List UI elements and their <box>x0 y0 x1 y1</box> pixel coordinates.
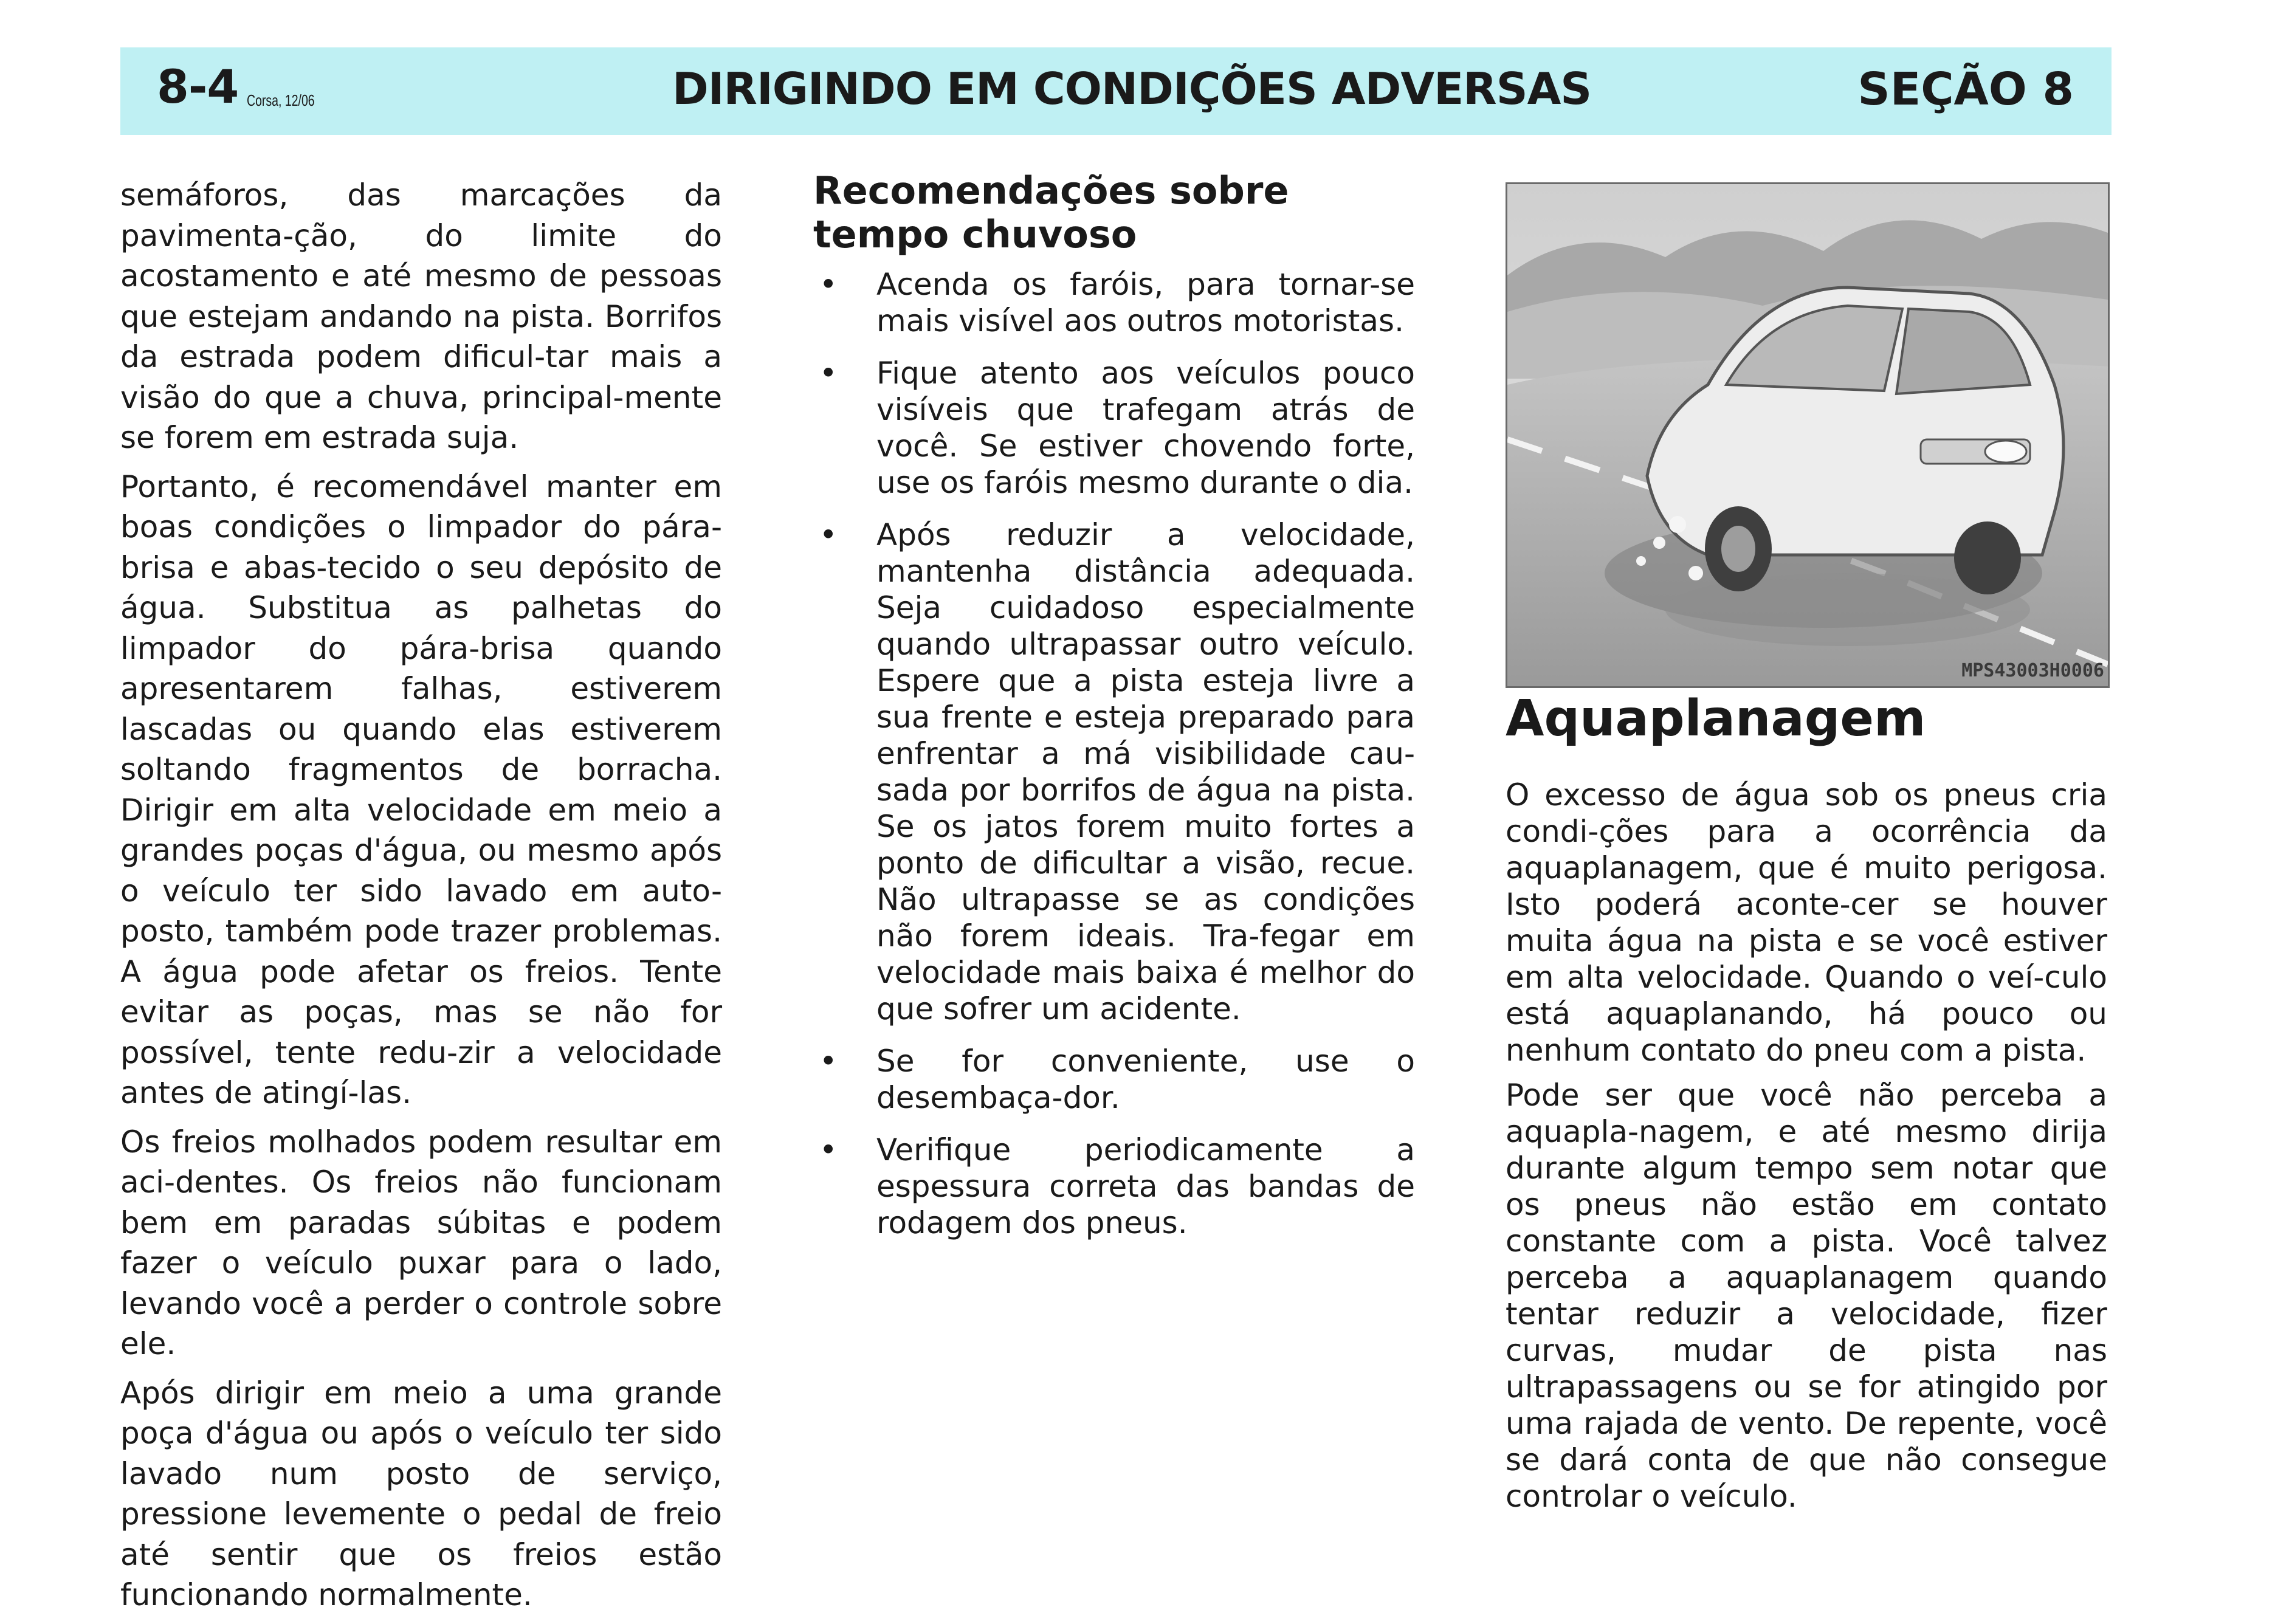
list-item-text: Verifique periodicamente a espessura correta das bandas de rodagem dos pneus. <box>876 1132 1415 1240</box>
aquaplaning-heading: Aquaplanagem <box>1506 690 1926 748</box>
paragraph: Os freios molhados podem resultar em aci-dentes. Os freios não funcionam bem em paradas súbitas e podem fazer o veículo puxar para o lado, levando você a perder o controle sobre ele. <box>120 1124 722 1361</box>
list-item <box>813 266 1415 339</box>
paragraph: Após dirigir em meio a uma grande poça d'água ou após o veículo ter sido lavado num posto de serviço, pressione levemente o pedal de freio até sentir que os freios estão funcionando normalmente. <box>120 1375 722 1612</box>
list-item <box>813 1132 1415 1241</box>
car-on-wet-road-image <box>1507 184 2108 686</box>
edition-label: Corsa, 12/06 <box>247 91 315 109</box>
bullet-icon: • <box>819 1132 838 1168</box>
bullet-icon: • <box>819 1044 838 1079</box>
page-header <box>120 47 2112 135</box>
column-middle <box>813 169 1415 1257</box>
list-item-text: Fique atento aos veículos pouco visíveis que trafegam atrás de você. Se estiver chovendo forte, use os faróis mesmo durante o dia. <box>876 356 1415 500</box>
paragraph: Portanto, é recomendável manter em boas condições o limpador do pára-brisa e abas-tecido o seu depósito de água. Substitua as palhetas do limpador do pára-brisa quando apresentarem falhas, estiverem lascadas ou quando elas estiverem soltando fragmentos de borracha. Dirigir em alta velocidade em meio a grandes poças d'água, ou mesmo após o veículo ter sido lavado em auto-posto, também pode trazer problemas. A água pode afetar os freios. Tente evitar as poças, mas se não for possível, tente redu-zir a velocidade antes de atingí-las. <box>120 469 722 1110</box>
paragraph: O excesso de água sob os pneus cria condi-ções para a ocorrência da aquaplanagem, que é muito perigosa. Isto poderá aconte-cer se houver muita água na pista e se você estiver em alta velocidade. Quando o veí-culo está aquaplanando, há pouco ou nenhum contato do pneu com a pista. <box>1506 777 2107 1068</box>
chapter-title: DIRIGINDO EM CONDIÇÕES ADVERSAS <box>672 63 1592 114</box>
page-number: 8-4 <box>157 60 239 114</box>
rain-recommendations-heading: Recomendações sobre tempo chuvoso <box>813 168 1289 256</box>
aquaplaning-body <box>1506 777 2107 1523</box>
figure-code: MPS43003H0006 <box>1961 660 2104 681</box>
paragraph: Pode ser que você não perceba a aquapla-nagem, e até mesmo dirija durante algum tempo sem notar que os pneus não estão em contato constante com a pista. Você talvez perceba a aquaplanagem quando tentar reduzir a velocidade, fizer curvas, mudar de pista nas ultrapassagens ou se for atingido por uma rajada de vento. De repente, você se dará conta de que não consegue controlar o veículo. <box>1506 1078 2107 1514</box>
list-item-text: Acenda os faróis, para tornar-se mais visível aos outros motoristas. <box>876 267 1415 339</box>
list-item-text: Após reduzir a velocidade, mantenha distância adequada. Seja cuidadoso especialmente quando ultrapassar outro veículo. Espere que a pista esteja livre a sua frente e esteja preparado para enfrentar a má visibilidade cau-sada por borrifos de água na pista. Se os jatos forem muito fortes a ponto de dificultar a visão, recue. Não ultrapasse se as condições não forem ideais. Tra-fegar em velocidade mais baixa é melhor do que sofrer um acidente. <box>876 517 1415 1027</box>
paragraph: semáforos, das marcações da pavimenta-ção, do limite do acostamento e até mesmo de pessoas que estejam andando na pista. Borrifos da estrada podem dificul-tar mais a visão do que a chuva, principal-mente se forem em estrada suja. <box>120 177 722 455</box>
list-item <box>813 517 1415 1027</box>
column-left <box>120 175 722 1624</box>
recommendations-list <box>813 266 1415 1241</box>
bullet-icon: • <box>819 517 838 552</box>
bullet-icon: • <box>819 356 838 391</box>
list-item <box>813 355 1415 501</box>
section-label: SEÇÃO 8 <box>1857 63 2074 115</box>
list-item <box>813 1043 1415 1116</box>
aquaplaning-illustration <box>1506 182 2110 688</box>
list-item-text: Se for conveniente, use o desembaça-dor. <box>876 1044 1415 1115</box>
bullet-icon: • <box>819 267 838 302</box>
